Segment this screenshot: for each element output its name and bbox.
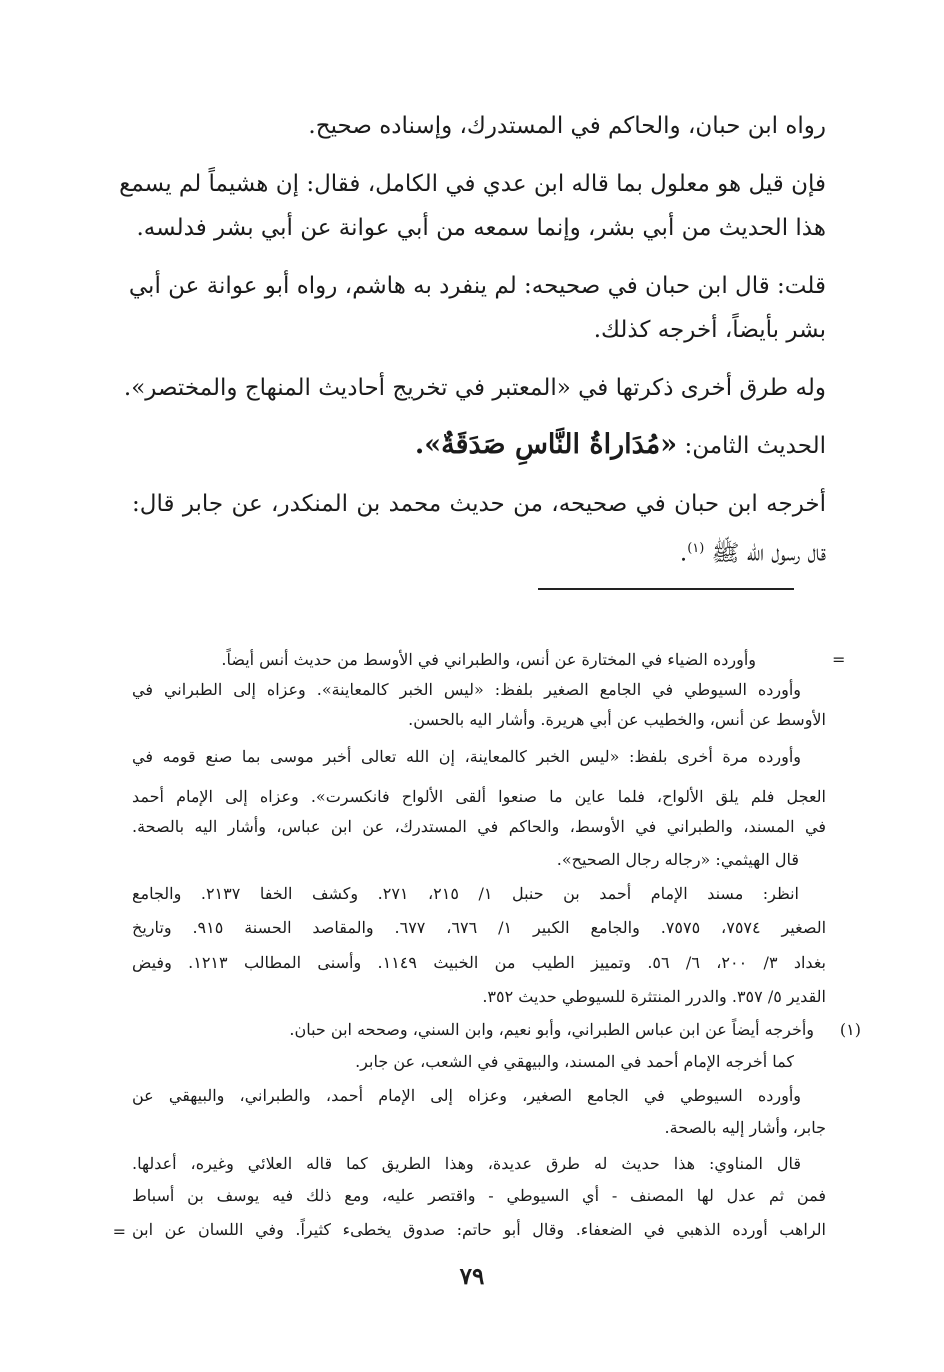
footnote-line: في المسند، والطبراني في الأوسط، والحاكم في المستدرك، عن ابن عباس، وأشار اليه بالصحة. bbox=[132, 817, 827, 836]
main-text-line: وله طرق أخرى ذكرتها في «المعتبر في تخريج أحاديث المنهاج والمختصر». bbox=[123, 375, 826, 401]
footnote-line: قال المناوي: هذا حديث له طرق عديدة، وهذا الطريق كما قاله العلائي وغيره، أعدلها. bbox=[132, 1154, 801, 1173]
footnote-line: القدير ٥/ ٣٥٧. والدرر المنتثرة للسيوطي حديث ٣٥٢. bbox=[482, 987, 826, 1006]
footnote-line: جابر، وأشار إليه بالصحة. bbox=[664, 1118, 826, 1137]
footnote-line: وأورده السيوطي في الجامع الصغير، وعزاه إلى الإمام أحمد، والطبراني، والبيهقي عن bbox=[132, 1086, 801, 1105]
main-text-line: قلت: قال ابن حبان في صحيحه: لم ينفرد به هاشم، رواه أبو عوانة عن أبي bbox=[128, 273, 826, 299]
footnote-separator bbox=[538, 588, 794, 590]
page-number: ٧٩ bbox=[459, 1263, 485, 1290]
footnote-number: (١) bbox=[839, 1020, 861, 1039]
continuation-marker: = bbox=[832, 650, 846, 669]
main-text-line: رواه ابن حبان، والحاكم في المستدرك، وإسناده صحيح. bbox=[308, 113, 826, 139]
main-text-line: بشر بأيضاً، أخرجه كذلك. bbox=[593, 317, 826, 343]
main-text-line: أخرجه ابن حبان في صحيحه، من حديث محمد بن المنكدر، عن جابر قال: bbox=[132, 491, 826, 517]
footnote-line: وأخرجه أيضاً عن ابن عباس الطبراني، وأبو نعيم، وابن السني، وصححه ابن حبان. bbox=[289, 1020, 814, 1039]
footnote-line: وأورده السيوطي في الجامع الصغير بلفظ: «ليس الخبر كالمعاينة». وعزاه إلى الطبراني في bbox=[132, 680, 801, 699]
continuation-marker: = bbox=[112, 1222, 126, 1241]
hadith-title: «مُدَاراةُ النَّاسِ صَدَقَةٌ». bbox=[414, 429, 678, 460]
footnote-line: وأورده مرة أخرى بلفظ: «ليس الخبر كالمعاينة، إن الله تعالى أخبر موسى بما صنع قومه في bbox=[132, 747, 801, 766]
footnote-line: العجل فلم يلق الألواح، فلما عاين ما صنعوا ألقى الألواح فانكسرت». وعزاه إلى الإمام أحمد bbox=[132, 787, 826, 806]
main-text-line bbox=[680, 531, 826, 572]
main-text-line: هذا الحديث من أبي بشر، وإنما سمعه من أبي عوانة عن أبي بشر فدلسه. bbox=[136, 215, 826, 241]
hadith-heading-prefix: الحديث الثامن: bbox=[684, 433, 826, 459]
footnote-line: الأوسط عن أنس، والخطيب عن أبي هريرة. وأشار اليه بالحسن. bbox=[408, 710, 826, 729]
footnote-line: الراهب أورده الذهبي في الضعفاء. وقال أبو حاتم: صدوق يخطىء كثيراً. وفي اللسان عن ابن bbox=[132, 1220, 826, 1239]
sentence-end: . bbox=[679, 540, 688, 567]
footnote-line: الصغير ٧٥٧٤، ٧٥٧٥. والجامع الكبير ١/ ٦٧٦، ٦٧٧. والمقاصد الحسنة ٩١٥. وتاريخ bbox=[132, 918, 827, 937]
footnote-line: وأورده الضياء في المختارة عن أنس، والطبراني في الأوسط من حديث أنس أيضاً. bbox=[221, 650, 756, 669]
footnote-line: قال الهيثمي: «رجاله رجال الصحيح». bbox=[556, 850, 799, 869]
footnote-reference[interactable]: (١) bbox=[687, 541, 705, 556]
footnote-line: فمن ثم عدل لها المصنف - أي السيوطي - واقتصر عليه، ومع ذلك فيه يوسف بن أسباط bbox=[132, 1186, 826, 1205]
footnote-line: بغداد ٣/ ٢٠٠، ٦/ ٥٦. وتمييز الطيب من الخبيث ١١٤٩. وأسنى المطالب ١٢١٣. وفيض bbox=[132, 953, 827, 972]
main-text-segment: قال رسول الله ﷺ bbox=[711, 540, 826, 567]
footnote-line: انظر: مسند الإمام أحمد بن حنبل ١/ ٢١٥، ٢٧١. وكشف الخفا ٢١٣٧. والجامع bbox=[132, 884, 800, 903]
main-text-line: فإن قيل هو معلول بما قاله ابن عدي في الكامل، فقال: إن هشيماً لم يسمع bbox=[119, 171, 826, 197]
hadith-heading bbox=[415, 427, 826, 464]
footnote-line: كما أخرجه الإمام أحمد في المسند، والبيهقي في الشعب، عن جابر. bbox=[355, 1052, 794, 1071]
